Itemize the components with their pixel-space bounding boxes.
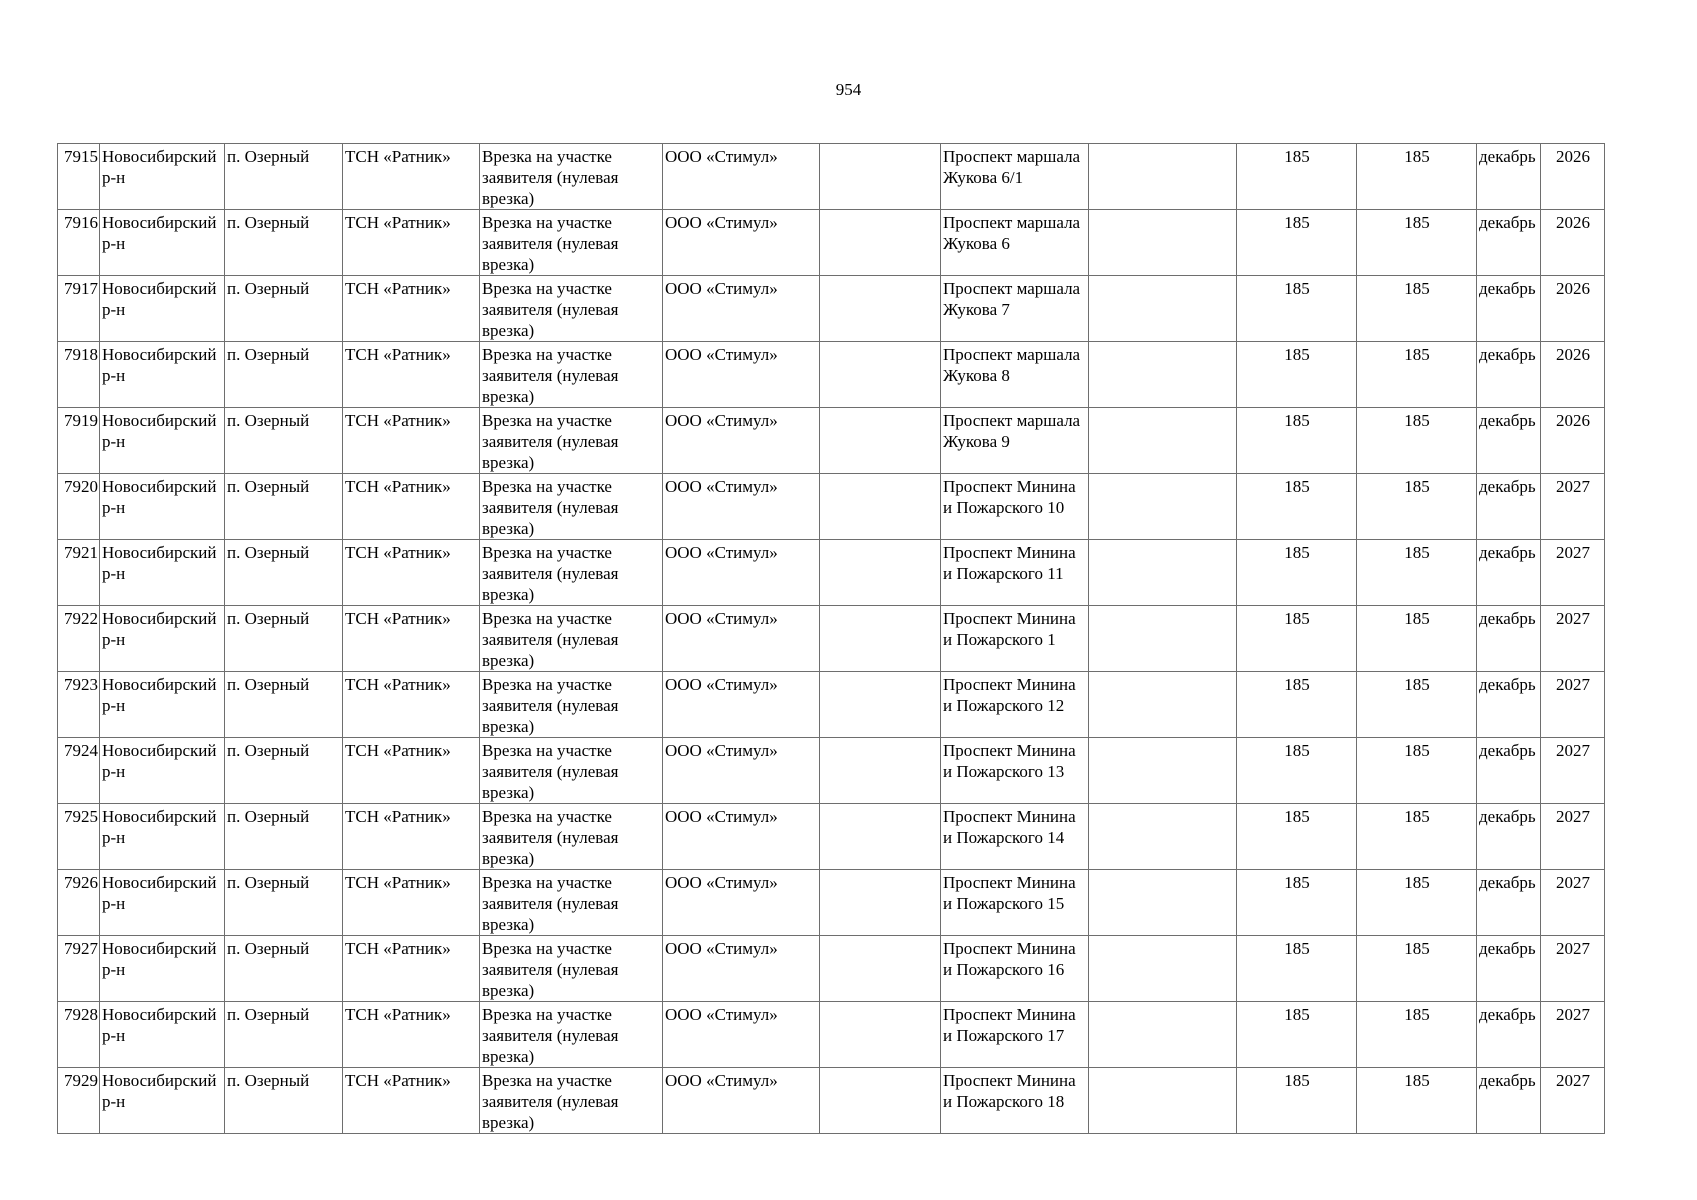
cell-empty bbox=[820, 870, 941, 936]
cell-year: 2026 bbox=[1541, 276, 1605, 342]
cell-settlement: п. Озерный bbox=[225, 342, 343, 408]
table-row bbox=[58, 672, 1605, 738]
cell-month: декабрь bbox=[1477, 1068, 1541, 1134]
table-row bbox=[58, 870, 1605, 936]
cell-applicant: ТСН «Ратник» bbox=[343, 210, 480, 276]
table-row bbox=[58, 276, 1605, 342]
cell-district: Новосибирский р-н bbox=[100, 540, 225, 606]
cell-address: Проспект Минина и Пожарского 16 bbox=[941, 936, 1089, 1002]
table-row bbox=[58, 408, 1605, 474]
cell-empty bbox=[820, 672, 941, 738]
cell-year: 2027 bbox=[1541, 804, 1605, 870]
cell-settlement: п. Озерный bbox=[225, 870, 343, 936]
cell-month: декабрь bbox=[1477, 474, 1541, 540]
cell-value: 185 bbox=[1237, 474, 1357, 540]
cell-empty bbox=[1089, 144, 1237, 210]
cell-address: Проспект маршала Жукова 6 bbox=[941, 210, 1089, 276]
table-row bbox=[58, 210, 1605, 276]
cell-district: Новосибирский р-н bbox=[100, 144, 225, 210]
cell-district: Новосибирский р-н bbox=[100, 210, 225, 276]
cell-contractor: ООО «Стимул» bbox=[663, 144, 820, 210]
cell-applicant: ТСН «Ратник» bbox=[343, 144, 480, 210]
cell-contractor: ООО «Стимул» bbox=[663, 606, 820, 672]
cell-contractor: ООО «Стимул» bbox=[663, 276, 820, 342]
cell-address: Проспект Минина и Пожарского 18 bbox=[941, 1068, 1089, 1134]
cell-year: 2027 bbox=[1541, 606, 1605, 672]
cell-value: 185 bbox=[1357, 672, 1477, 738]
cell-empty bbox=[820, 342, 941, 408]
cell-work-type: Врезка на участке заявителя (нулевая врезка) bbox=[480, 870, 663, 936]
cell-empty bbox=[1089, 408, 1237, 474]
cell-address: Проспект Минина и Пожарского 11 bbox=[941, 540, 1089, 606]
cell-number: 7915 bbox=[58, 144, 100, 210]
cell-month: декабрь bbox=[1477, 342, 1541, 408]
cell-settlement: п. Озерный bbox=[225, 672, 343, 738]
cell-number: 7919 bbox=[58, 408, 100, 474]
cell-year: 2027 bbox=[1541, 1002, 1605, 1068]
cell-district: Новосибирский р-н bbox=[100, 804, 225, 870]
cell-settlement: п. Озерный bbox=[225, 210, 343, 276]
cell-work-type: Врезка на участке заявителя (нулевая врезка) bbox=[480, 1002, 663, 1068]
table-row bbox=[58, 540, 1605, 606]
cell-district: Новосибирский р-н bbox=[100, 474, 225, 540]
cell-empty bbox=[820, 540, 941, 606]
cell-district: Новосибирский р-н bbox=[100, 408, 225, 474]
cell-value: 185 bbox=[1237, 870, 1357, 936]
table-body bbox=[58, 144, 1605, 1134]
cell-address: Проспект маршала Жукова 8 bbox=[941, 342, 1089, 408]
cell-district: Новосибирский р-н bbox=[100, 276, 225, 342]
cell-empty bbox=[1089, 672, 1237, 738]
cell-applicant: ТСН «Ратник» bbox=[343, 408, 480, 474]
cell-number: 7925 bbox=[58, 804, 100, 870]
cell-district: Новосибирский р-н bbox=[100, 738, 225, 804]
cell-year: 2026 bbox=[1541, 342, 1605, 408]
cell-empty bbox=[820, 606, 941, 672]
cell-value: 185 bbox=[1357, 144, 1477, 210]
table-row bbox=[58, 1002, 1605, 1068]
cell-month: декабрь bbox=[1477, 1002, 1541, 1068]
cell-number: 7916 bbox=[58, 210, 100, 276]
cell-empty bbox=[1089, 606, 1237, 672]
cell-district: Новосибирский р-н bbox=[100, 1068, 225, 1134]
table-row bbox=[58, 606, 1605, 672]
cell-work-type: Врезка на участке заявителя (нулевая врезка) bbox=[480, 1068, 663, 1134]
cell-value: 185 bbox=[1357, 936, 1477, 1002]
cell-applicant: ТСН «Ратник» bbox=[343, 474, 480, 540]
table-row bbox=[58, 144, 1605, 210]
cell-empty bbox=[820, 144, 941, 210]
cell-settlement: п. Озерный bbox=[225, 540, 343, 606]
cell-empty bbox=[1089, 276, 1237, 342]
table-row bbox=[58, 804, 1605, 870]
cell-settlement: п. Озерный bbox=[225, 276, 343, 342]
cell-work-type: Врезка на участке заявителя (нулевая врезка) bbox=[480, 804, 663, 870]
cell-year: 2027 bbox=[1541, 672, 1605, 738]
cell-number: 7928 bbox=[58, 1002, 100, 1068]
cell-month: декабрь bbox=[1477, 804, 1541, 870]
cell-district: Новосибирский р-н bbox=[100, 672, 225, 738]
cell-value: 185 bbox=[1237, 1068, 1357, 1134]
cell-empty bbox=[1089, 1002, 1237, 1068]
cell-settlement: п. Озерный bbox=[225, 738, 343, 804]
cell-empty bbox=[820, 276, 941, 342]
cell-contractor: ООО «Стимул» bbox=[663, 540, 820, 606]
cell-district: Новосибирский р-н bbox=[100, 870, 225, 936]
cell-district: Новосибирский р-н bbox=[100, 1002, 225, 1068]
cell-applicant: ТСН «Ратник» bbox=[343, 936, 480, 1002]
cell-number: 7926 bbox=[58, 870, 100, 936]
cell-empty bbox=[820, 936, 941, 1002]
cell-month: декабрь bbox=[1477, 936, 1541, 1002]
cell-number: 7917 bbox=[58, 276, 100, 342]
cell-month: декабрь bbox=[1477, 606, 1541, 672]
cell-applicant: ТСН «Ратник» bbox=[343, 1068, 480, 1134]
cell-value: 185 bbox=[1357, 738, 1477, 804]
cell-year: 2027 bbox=[1541, 474, 1605, 540]
cell-value: 185 bbox=[1357, 1068, 1477, 1134]
cell-empty bbox=[820, 1068, 941, 1134]
cell-address: Проспект маршала Жукова 7 bbox=[941, 276, 1089, 342]
cell-work-type: Врезка на участке заявителя (нулевая врезка) bbox=[480, 672, 663, 738]
cell-work-type: Врезка на участке заявителя (нулевая врезка) bbox=[480, 210, 663, 276]
cell-settlement: п. Озерный bbox=[225, 408, 343, 474]
cell-number: 7920 bbox=[58, 474, 100, 540]
cell-empty bbox=[820, 738, 941, 804]
cell-applicant: ТСН «Ратник» bbox=[343, 804, 480, 870]
cell-value: 185 bbox=[1237, 342, 1357, 408]
cell-number: 7923 bbox=[58, 672, 100, 738]
cell-work-type: Врезка на участке заявителя (нулевая врезка) bbox=[480, 540, 663, 606]
cell-applicant: ТСН «Ратник» bbox=[343, 672, 480, 738]
cell-work-type: Врезка на участке заявителя (нулевая врезка) bbox=[480, 408, 663, 474]
cell-applicant: ТСН «Ратник» bbox=[343, 870, 480, 936]
cell-settlement: п. Озерный bbox=[225, 1002, 343, 1068]
cell-empty bbox=[1089, 540, 1237, 606]
cell-value: 185 bbox=[1357, 342, 1477, 408]
table-row bbox=[58, 936, 1605, 1002]
cell-value: 185 bbox=[1357, 540, 1477, 606]
cell-address: Проспект Минина и Пожарского 13 bbox=[941, 738, 1089, 804]
cell-empty bbox=[1089, 936, 1237, 1002]
cell-work-type: Врезка на участке заявителя (нулевая врезка) bbox=[480, 276, 663, 342]
cell-settlement: п. Озерный bbox=[225, 804, 343, 870]
cell-year: 2026 bbox=[1541, 408, 1605, 474]
cell-settlement: п. Озерный bbox=[225, 936, 343, 1002]
cell-empty bbox=[1089, 474, 1237, 540]
cell-year: 2026 bbox=[1541, 144, 1605, 210]
cell-value: 185 bbox=[1237, 1002, 1357, 1068]
cell-address: Проспект Минина и Пожарского 12 bbox=[941, 672, 1089, 738]
register-table bbox=[57, 143, 1605, 1134]
table-row bbox=[58, 1068, 1605, 1134]
cell-district: Новосибирский р-н bbox=[100, 342, 225, 408]
cell-value: 185 bbox=[1357, 474, 1477, 540]
cell-contractor: ООО «Стимул» bbox=[663, 936, 820, 1002]
cell-applicant: ТСН «Ратник» bbox=[343, 606, 480, 672]
cell-work-type: Врезка на участке заявителя (нулевая врезка) bbox=[480, 606, 663, 672]
cell-year: 2027 bbox=[1541, 540, 1605, 606]
cell-work-type: Врезка на участке заявителя (нулевая врезка) bbox=[480, 144, 663, 210]
cell-number: 7921 bbox=[58, 540, 100, 606]
cell-work-type: Врезка на участке заявителя (нулевая врезка) bbox=[480, 936, 663, 1002]
cell-district: Новосибирский р-н bbox=[100, 606, 225, 672]
cell-address: Проспект Минина и Пожарского 1 bbox=[941, 606, 1089, 672]
cell-contractor: ООО «Стимул» bbox=[663, 210, 820, 276]
cell-settlement: п. Озерный bbox=[225, 606, 343, 672]
cell-applicant: ТСН «Ратник» bbox=[343, 1002, 480, 1068]
cell-number: 7924 bbox=[58, 738, 100, 804]
cell-address: Проспект Минина и Пожарского 15 bbox=[941, 870, 1089, 936]
cell-year: 2027 bbox=[1541, 1068, 1605, 1134]
cell-address: Проспект Минина и Пожарского 10 bbox=[941, 474, 1089, 540]
cell-empty bbox=[820, 408, 941, 474]
cell-value: 185 bbox=[1357, 804, 1477, 870]
cell-address: Проспект Минина и Пожарского 14 bbox=[941, 804, 1089, 870]
cell-applicant: ТСН «Ратник» bbox=[343, 738, 480, 804]
cell-value: 185 bbox=[1237, 738, 1357, 804]
cell-number: 7922 bbox=[58, 606, 100, 672]
cell-value: 185 bbox=[1237, 804, 1357, 870]
cell-value: 185 bbox=[1237, 210, 1357, 276]
cell-settlement: п. Озерный bbox=[225, 144, 343, 210]
cell-contractor: ООО «Стимул» bbox=[663, 1068, 820, 1134]
cell-address: Проспект маршала Жукова 9 bbox=[941, 408, 1089, 474]
cell-work-type: Врезка на участке заявителя (нулевая врезка) bbox=[480, 342, 663, 408]
cell-contractor: ООО «Стимул» bbox=[663, 342, 820, 408]
cell-year: 2027 bbox=[1541, 870, 1605, 936]
cell-value: 185 bbox=[1237, 540, 1357, 606]
cell-empty bbox=[1089, 738, 1237, 804]
cell-empty bbox=[820, 474, 941, 540]
cell-month: декабрь bbox=[1477, 144, 1541, 210]
cell-year: 2026 bbox=[1541, 210, 1605, 276]
cell-district: Новосибирский р-н bbox=[100, 936, 225, 1002]
cell-month: декабрь bbox=[1477, 540, 1541, 606]
cell-year: 2027 bbox=[1541, 936, 1605, 1002]
cell-value: 185 bbox=[1237, 672, 1357, 738]
cell-empty bbox=[1089, 1068, 1237, 1134]
cell-applicant: ТСН «Ратник» bbox=[343, 276, 480, 342]
cell-number: 7918 bbox=[58, 342, 100, 408]
cell-empty bbox=[1089, 870, 1237, 936]
cell-year: 2027 bbox=[1541, 738, 1605, 804]
cell-contractor: ООО «Стимул» bbox=[663, 1002, 820, 1068]
cell-month: декабрь bbox=[1477, 210, 1541, 276]
cell-value: 185 bbox=[1357, 1002, 1477, 1068]
cell-month: декабрь bbox=[1477, 672, 1541, 738]
cell-contractor: ООО «Стимул» bbox=[663, 738, 820, 804]
cell-month: декабрь bbox=[1477, 870, 1541, 936]
cell-applicant: ТСН «Ратник» bbox=[343, 342, 480, 408]
cell-work-type: Врезка на участке заявителя (нулевая врезка) bbox=[480, 474, 663, 540]
cell-value: 185 bbox=[1357, 210, 1477, 276]
cell-value: 185 bbox=[1357, 276, 1477, 342]
table-row bbox=[58, 342, 1605, 408]
cell-applicant: ТСН «Ратник» bbox=[343, 540, 480, 606]
cell-value: 185 bbox=[1237, 408, 1357, 474]
cell-value: 185 bbox=[1357, 606, 1477, 672]
cell-settlement: п. Озерный bbox=[225, 1068, 343, 1134]
cell-value: 185 bbox=[1237, 276, 1357, 342]
cell-month: декабрь bbox=[1477, 408, 1541, 474]
cell-contractor: ООО «Стимул» bbox=[663, 408, 820, 474]
cell-empty bbox=[1089, 804, 1237, 870]
cell-value: 185 bbox=[1357, 870, 1477, 936]
page-number: 954 bbox=[835, 80, 862, 99]
cell-value: 185 bbox=[1237, 936, 1357, 1002]
cell-month: декабрь bbox=[1477, 738, 1541, 804]
cell-number: 7927 bbox=[58, 936, 100, 1002]
cell-address: Проспект маршала Жукова 6/1 bbox=[941, 144, 1089, 210]
cell-value: 185 bbox=[1237, 144, 1357, 210]
cell-contractor: ООО «Стимул» bbox=[663, 672, 820, 738]
cell-address: Проспект Минина и Пожарского 17 bbox=[941, 1002, 1089, 1068]
cell-work-type: Врезка на участке заявителя (нулевая врезка) bbox=[480, 738, 663, 804]
table-row bbox=[58, 738, 1605, 804]
cell-value: 185 bbox=[1237, 606, 1357, 672]
cell-number: 7929 bbox=[58, 1068, 100, 1134]
cell-empty bbox=[1089, 210, 1237, 276]
cell-empty bbox=[820, 1002, 941, 1068]
cell-month: декабрь bbox=[1477, 276, 1541, 342]
cell-contractor: ООО «Стимул» bbox=[663, 804, 820, 870]
table-row bbox=[58, 474, 1605, 540]
cell-contractor: ООО «Стимул» bbox=[663, 870, 820, 936]
cell-contractor: ООО «Стимул» bbox=[663, 474, 820, 540]
cell-value: 185 bbox=[1357, 408, 1477, 474]
cell-empty bbox=[820, 210, 941, 276]
cell-empty bbox=[1089, 342, 1237, 408]
cell-empty bbox=[820, 804, 941, 870]
cell-settlement: п. Озерный bbox=[225, 474, 343, 540]
